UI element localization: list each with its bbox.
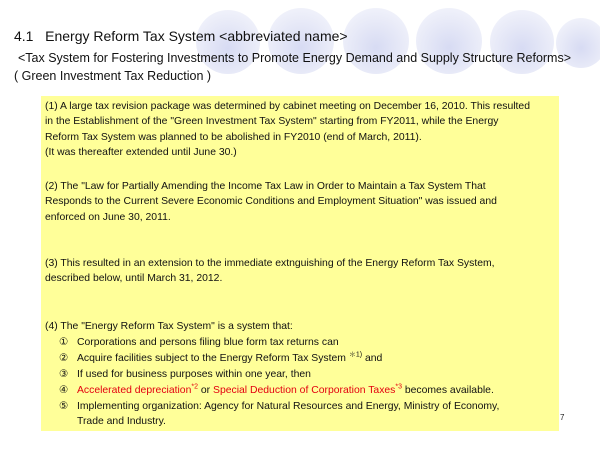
list-number: ④ xyxy=(59,385,69,396)
slide-subtitle: <Tax System for Fostering Investments to Promote Energy Demand and Supply Structure Reforms> xyxy=(18,51,572,65)
paragraph-4-intro: (4) The "Energy Reform Tax System" is a system that: xyxy=(45,321,293,332)
list-text: Corporations and persons filing blue form tax returns can xyxy=(77,337,339,348)
list-text: If used for business purposes within one year, then xyxy=(77,369,311,380)
list-text: Acquire facilities subject to the Energy Reform Tax System xyxy=(77,353,346,364)
list-item-3 xyxy=(59,367,549,382)
list-text: Trade and Industry. xyxy=(77,416,166,427)
special-deduction-text: Special Deduction of Corporation Taxes xyxy=(213,385,396,396)
list-item-5-continued xyxy=(59,414,549,429)
list-text: or xyxy=(200,385,211,396)
list-number: ① xyxy=(59,337,69,348)
list-number: ③ xyxy=(59,369,69,380)
content-panel xyxy=(41,96,559,431)
list-item-5 xyxy=(59,399,549,414)
list-item-1 xyxy=(59,335,549,350)
slide-header xyxy=(0,0,600,92)
list-number: ⑤ xyxy=(59,401,69,412)
paragraph-3: (3) This resulted in an extension to the immediate extnguishing of the Energy Reform Tax System, described below, until March 31, 2012. xyxy=(45,258,495,285)
list-item-4 xyxy=(59,383,549,398)
list-number: ② xyxy=(59,353,69,364)
page-number: 7 xyxy=(560,413,565,422)
title-number: 4.1 xyxy=(14,28,34,44)
paragraph-1: (1) A large tax revision package was determined by cabinet meeting on December 16, 2010. This resulted in the Establishment of the "Green Investment Tax System" starting from FY2011, while the Energy Reform Tax System was planned to be abolished in FY2010 (end of March, 2011). (It was thereafter extended until June 30.) xyxy=(45,101,530,158)
footnote-marker: *2 xyxy=(191,383,198,391)
accelerated-depreciation-text: Accelerated depreciation xyxy=(77,385,192,396)
paragraph-2: (2) The "Law for Partially Amending the Income Tax Law in Order to Maintain a Tax System That Responds to the Current Severe Economic Conditions and Employment Situation" was issued and enforced on June 30, 2011. xyxy=(45,181,497,223)
footnote-marker: *3 xyxy=(395,383,402,391)
slide-title xyxy=(14,28,348,45)
footnote-marker: ＊1) xyxy=(348,351,363,359)
list-item-2 xyxy=(59,351,549,366)
list-text-tail: and xyxy=(364,353,383,364)
title-text: Energy Reform Tax System <abbreviated name> xyxy=(45,28,348,44)
list-text-tail: becomes available. xyxy=(404,385,494,396)
list-text: Implementing organization: Agency for Natural Resources and Energy, Ministry of Economy, xyxy=(77,401,500,412)
slide-subtitle-2: ( Green Investment Tax Reduction ) xyxy=(14,69,212,83)
